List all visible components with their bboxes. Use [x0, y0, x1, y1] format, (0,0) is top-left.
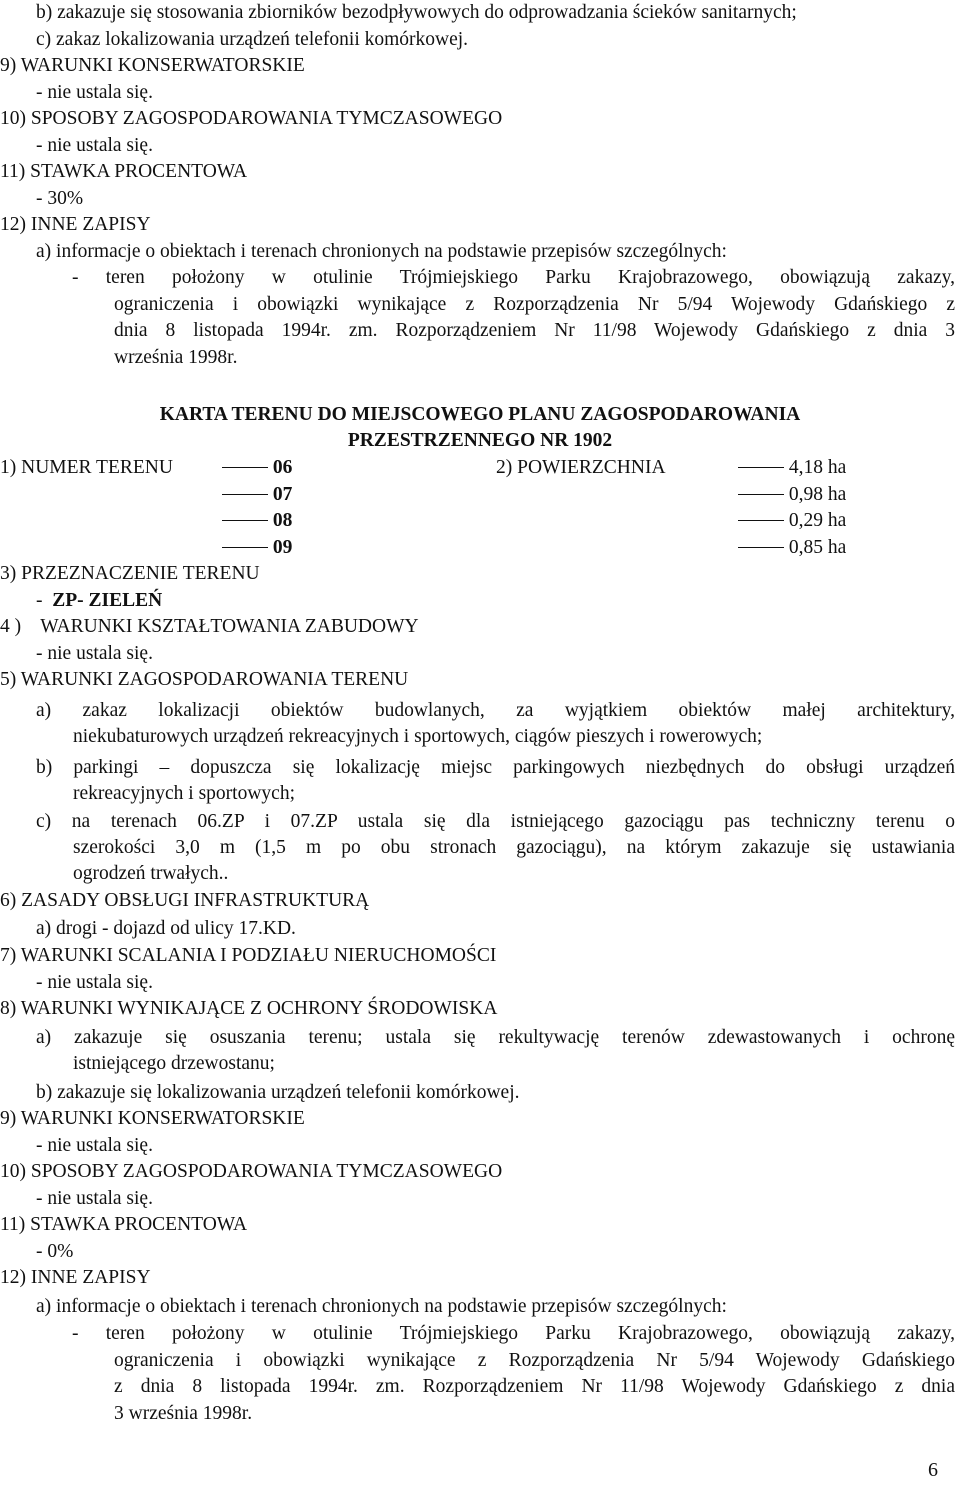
value-9: - nie ustala się. — [36, 1135, 153, 1156]
terrain-area-row — [738, 535, 846, 562]
dash-icon — [222, 467, 268, 469]
dash-icon — [738, 520, 784, 522]
item-5c-line-3: ogrodzeń trwałych.. — [73, 863, 229, 884]
item-8b: b) zakazuje się lokalizowania urządzeń telefonii komórkowej. — [36, 1082, 520, 1103]
terrain-row — [222, 482, 292, 509]
value-3 — [36, 588, 162, 615]
value-9: - nie ustala się. — [36, 82, 153, 103]
powierzchnia-label: 2) POWIERZCHNIA — [496, 457, 666, 478]
heading-10: 10) SPOSOBY ZAGOSPODAROWANIA TYMCZASOWEGO — [0, 1161, 503, 1182]
value-11: - 30% — [36, 188, 84, 209]
protected-text-line-1: - teren położony w otulinie Trójmiejskiego Parku Krajobrazowego, obowiązują zakazy, — [72, 1323, 955, 1344]
protected-text-line-2: ograniczenia i obowiązki wynikające z Rozporządzenia Nr 5/94 Wojewody Gdańskiego z — [114, 294, 955, 315]
terrain-area: 0,85 ha — [788, 537, 847, 558]
protected-text-line-3: dnia 8 listopada 1994r. zm. Rozporządzeniem Nr 11/98 Wojewody Gdańskiego z dnia 3 — [114, 320, 955, 341]
dash-icon — [738, 547, 784, 549]
item-6a: a) drogi - dojazd od ulicy 17.KD. — [36, 918, 296, 939]
heading-10: 10) SPOSOBY ZAGOSPODAROWANIA TYMCZASOWEGO — [0, 108, 503, 129]
terrain-id: 09 — [272, 537, 293, 558]
heading-11: 11) STAWKA PROCENTOWA — [0, 1214, 248, 1235]
item-8a-line-2: istniejącego drzewostanu; — [73, 1053, 275, 1074]
dash-icon — [738, 467, 784, 469]
value-11: - 0% — [36, 1241, 74, 1262]
terrain-area: 0,98 ha — [788, 484, 847, 505]
heading-12: 12) INNE ZAPISY — [0, 1267, 151, 1288]
terrain-area-row — [738, 482, 846, 509]
value-10: - nie ustala się. — [36, 135, 153, 156]
value-3-dash: - — [36, 590, 43, 611]
terrain-id: 07 — [272, 484, 293, 505]
heading-8: 8) WARUNKI WYNIKAJĄCE Z OCHRONY ŚRODOWISKA — [0, 998, 498, 1019]
terrain-row — [222, 508, 292, 535]
item-8a-line-1: a) zakazuje się osuszania terenu; ustala się rekultywację terenów zdewastowanych i ochronę — [36, 1027, 955, 1048]
item-5c-line-1: c) na terenach 06.ZP i 07.ZP ustala się dla istniejącego gazociągu pas techniczny terenu o — [36, 811, 955, 832]
protected-text-line-2: ograniczenia i obowiązki wynikające z Rozporządzenia Nr 5/94 Wojewody Gdańskiego — [114, 1350, 955, 1371]
protected-text-line-1: - teren położony w otulinie Trójmiejskiego Parku Krajobrazowego, obowiązują zakazy, — [72, 267, 955, 288]
terrain-id: 06 — [272, 457, 293, 478]
terrain-id: 08 — [272, 510, 293, 531]
item-12a: a) informacje o obiektach i terenach chronionych na podstawie przepisów szczególnych: — [36, 241, 727, 262]
terrain-area-row — [738, 455, 846, 482]
card-title-line-2: PRZESTRZENNEGO NR 1902 — [347, 430, 613, 451]
value-10: - nie ustala się. — [36, 1188, 153, 1209]
item-5c-line-2: szerokości 3,0 m (1,5 m po obu stronach gazociągu), na którym zakazuje się ustawiania — [73, 837, 955, 858]
item-5a-line-2: niekubaturowych urządzeń rekreacyjnych i sportowych, ciągów pieszych i rowerowych; — [73, 726, 763, 747]
value-3-text: ZP- ZIELEŃ — [52, 590, 163, 611]
protected-text-line-4: września 1998r. — [114, 347, 238, 368]
card-title-line-1: KARTA TERENU DO MIEJSCOWEGO PLANU ZAGOSPODAROWANIA — [159, 404, 801, 425]
item-12a: a) informacje o obiektach i terenach chronionych na podstawie przepisów szczególnych: — [36, 1296, 727, 1317]
terrain-area: 0,29 ha — [788, 510, 847, 531]
dash-icon — [222, 547, 268, 549]
dash-icon — [222, 520, 268, 522]
terrain-area: 4,18 ha — [788, 457, 847, 478]
terrain-row — [222, 535, 292, 562]
heading-12: 12) INNE ZAPISY — [0, 214, 151, 235]
heading-9: 9) WARUNKI KONSERWATORSKIE — [0, 1108, 305, 1129]
heading-7: 7) WARUNKI SCALANIA I PODZIAŁU NIERUCHOMOŚCI — [0, 945, 497, 966]
item-5b-line-2: rekreacyjnych i sportowych; — [73, 783, 296, 804]
heading-3: 3) PRZEZNACZENIE TERENU — [0, 563, 260, 584]
value-7: - nie ustala się. — [36, 972, 153, 993]
heading-4: 4 ) WARUNKI KSZTAŁTOWANIA ZABUDOWY — [0, 616, 419, 637]
item-5b-line-1: b) parkingi – dopuszcza się lokalizację miejsc parkingowych niezbędnych do obsługi urządzeń — [36, 757, 955, 778]
dash-icon — [738, 494, 784, 496]
heading-9: 9) WARUNKI KONSERWATORSKIE — [0, 55, 305, 76]
page-number: 6 — [928, 1459, 938, 1481]
prev-item-c: c) zakaz lokalizowania urządzeń telefonii komórkowej. — [36, 29, 469, 50]
numer-terenu-label: 1) NUMER TERENU — [0, 457, 173, 478]
terrain-area-row — [738, 508, 846, 535]
prev-item-b: b) zakazuje się stosowania zbiorników bezodpływowych do odprowadzania ścieków sanitarnych; — [36, 2, 797, 23]
heading-5: 5) WARUNKI ZAGOSPODAROWANIA TERENU — [0, 669, 409, 690]
item-5a-line-1: a) zakaz lokalizacji obiektów budowlanych, za wyjątkiem obiektów małej architektury, — [36, 700, 955, 721]
terrain-row — [222, 455, 292, 482]
protected-text-line-3: z dnia 8 listopada 1994r. zm. Rozporządzeniem Nr 11/98 Wojewody Gdańskiego z dnia — [114, 1376, 955, 1397]
protected-text-line-4: 3 września 1998r. — [114, 1403, 253, 1424]
heading-11: 11) STAWKA PROCENTOWA — [0, 161, 248, 182]
dash-icon — [222, 494, 268, 496]
heading-6: 6) ZASADY OBSŁUGI INFRASTRUKTURĄ — [0, 890, 370, 911]
value-4: - nie ustala się. — [36, 643, 153, 664]
